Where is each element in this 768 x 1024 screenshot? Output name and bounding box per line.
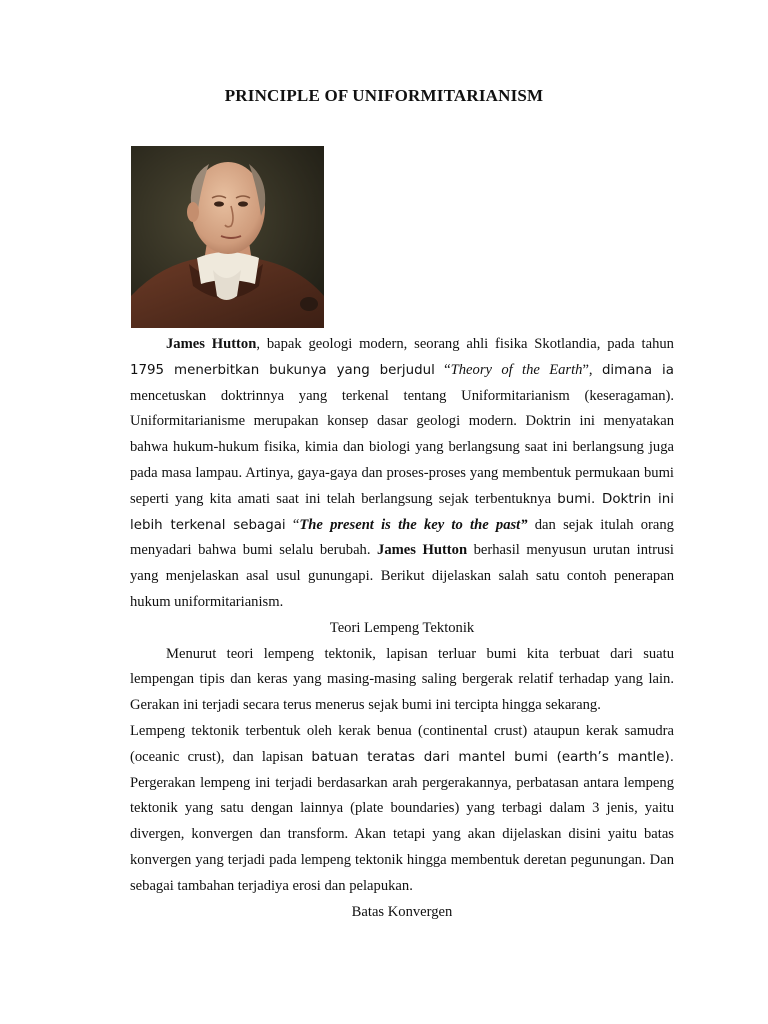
text-span: Pergerakan lempeng ini terjadi berdasarkan arah pergerakannya, perbatasan antara lempeng tektonik yang satu dengan lainnya (plate boundaries) yang terbagi dalam 3 jenis, yaitu divergen, konvergen dan transform. Akan tetapi yang akan dijelaskan disini yaitu batas konvergen yang terjadi pada lempeng tektonik hingga membentuk deretan pegunungan. Dan sebagai tambahan terjadiya erosi dan pelapukan. [130, 774, 674, 894]
text-span: dimana ia [601, 362, 674, 378]
paragraph-plate-boundaries [130, 719, 674, 900]
text-span: ”, [582, 361, 602, 378]
text-span: Lempeng tektonik terbentuk oleh kerak benua (continental crust) ataupun kerak samudra (oceanic crust), dan lapisan [130, 722, 674, 765]
text-span: mencetuskan doktrinnya yang terkenal tentang Uniformitarianism (keseragaman). Uniformitarianisme merupakan konsep dasar geologi modern. Doktrin ini menyatakan bahwa hukum-hukum fisika, kimia dan biologi yang berlangsung saat ini berlangsung juga pada masa lampau. Artinya, gaya-gaya dan proses-proses yang membentuk permukaan bumi seperti yang kita amati saat ini telah berlangsung sejak terbentuknya [130, 387, 674, 507]
portrait-image [131, 146, 324, 328]
text-span: , bapak geologi modern, seorang ahli fisika Skotlandia, pada tahun [256, 336, 674, 352]
person-name: James Hutton [166, 336, 257, 352]
text-span: “ [285, 516, 300, 533]
text-span: berhasil menyusun urutan intrusi yang menjelaskan asal usul gunungapi. Berikut dijelaskan salah satu contoh penerapan hukum uniformitarianism. [130, 542, 674, 610]
text-span: 1795 menerbitkan bukunya yang berjudul [130, 362, 435, 378]
famous-quote: The present is the key to the past” [299, 516, 528, 533]
body-text [130, 332, 674, 925]
portrait-illustration [131, 146, 324, 328]
text-span: “ [434, 361, 451, 378]
text-span: bumi. Doktrin ini lebih terkenal sebagai [130, 491, 674, 533]
page-title: PRINCIPLE OF UNIFORMITARIANISM [224, 86, 544, 105]
book-title: Theory of the Earth [450, 361, 583, 378]
paragraph-hutton [130, 332, 674, 616]
section-heading: Batas Konvergen [351, 903, 453, 920]
text-span: dan sejak itulah orang menyadari bahwa bumi selalu berubah. [130, 516, 674, 559]
person-name: James Hutton [377, 542, 468, 559]
text-span: batuan teratas dari mantel bumi (earth’s mantle). [311, 749, 674, 765]
section-heading: Teori Lempeng Tektonik [329, 619, 475, 636]
paragraph-plate-theory: Menurut teori lempeng tektonik, lapisan terluar bumi kita terbuat dari suatu lempengan tipis dan keras yang masing-masing saling bergerak relatif terhadap yang lain. Gerakan ini terjadi secara terus menerus sejak bumi ini tercipta hingga sekarang. [130, 645, 674, 714]
